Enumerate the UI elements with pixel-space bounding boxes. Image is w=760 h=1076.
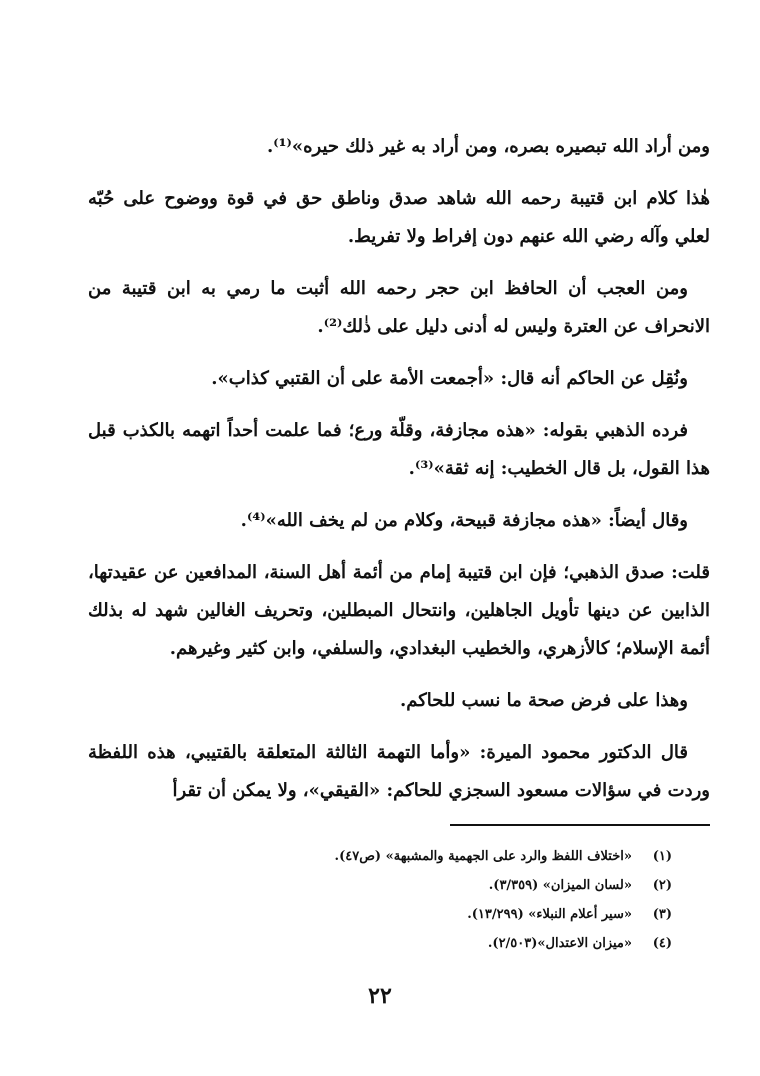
paragraph-2: هٰذا كلام ابن قتيبة رحمه الله شاهد صدق وناطق حق في قوة ووضوح على حُبّه لعلي وآله رضي الله عنهم دون إفراط ولا تفريط. xyxy=(88,188,710,247)
footnote-4 xyxy=(200,929,672,958)
paragraph-8: وهذا على فرض صحة ما نسب للحاكم. xyxy=(399,690,688,711)
footnote-number: (٤) xyxy=(652,936,672,951)
paragraph-9: قال الدكتور محمود الميرة: «وأما التهمة الثالثة المتعلقة بالقتيبي، هذه اللفظة وردت في سؤالات مسعود السجزي للحاكم: «القيقي»، ولا يمكن أن تقرأ xyxy=(88,742,710,801)
footnote-1 xyxy=(200,842,672,871)
paragraph-6: وقال أيضاً: «هذه مجازفة قبيحة، وكلام من لم يخف الله»⁽⁴⁾. xyxy=(240,510,688,531)
paragraph-3: ومن العجب أن الحافظ ابن حجر رحمه الله أثبت ما رمي به ابن قتيبة من الانحراف عن العترة وليس له أدنى دليل على ذٰلك⁽²⁾. xyxy=(88,278,710,337)
footnote-number: (٣) xyxy=(652,907,672,922)
page-number: ٢٢ xyxy=(368,983,392,1009)
footnotes xyxy=(200,842,672,958)
paragraph-7: قلت: صدق الذهبي؛ فإن ابن قتيبة إمام من أئمة أهل السنة، المدافعين عن عقيدتها، الذابين عن دينها تأويل الجاهلين، وانتحال المبطلين، وتحريف الغالين شهد له بذلك أئمة الإسلام؛ كالأزهري، والخطيب البغدادي، والسلفي، وابن كثير وغيرهم. xyxy=(88,562,710,659)
footnote-text: «ميزان الاعتدال»(٢/٥٠٣). xyxy=(487,936,632,951)
footnote-text: «لسان الميزان» (٣/٣٥٩). xyxy=(488,878,632,893)
paragraph-5: فرده الذهبي بقوله: «هذه مجازفة، وقلّة ورع؛ فما علمت أحداً اتهمه بالكذب قبل هذا القول، بل قال الخطيب: إنه ثقة»⁽³⁾. xyxy=(88,420,710,479)
footnote-number: (٢) xyxy=(652,878,672,893)
footnote-divider xyxy=(450,824,710,826)
footnote-2 xyxy=(200,871,672,900)
paragraph-4: ونُقِل عن الحاكم أنه قال: «أجمعت الأمة على أن القتبي كذاب». xyxy=(211,368,688,389)
footnote-number: (١) xyxy=(652,849,672,864)
paragraph-1: ومن أراد الله تبصيره بصره، ومن أراد به غير ذلك حيره»⁽¹⁾. xyxy=(266,136,710,157)
footnote-text: «سير أعلام النبلاء» (١٣/٢٩٩). xyxy=(467,907,632,922)
footnote-text: «اختلاف اللفظ والرد على الجهمية والمشبهة» (ص٤٧). xyxy=(334,849,632,864)
footnote-3 xyxy=(200,900,672,929)
main-text-body xyxy=(88,128,710,824)
